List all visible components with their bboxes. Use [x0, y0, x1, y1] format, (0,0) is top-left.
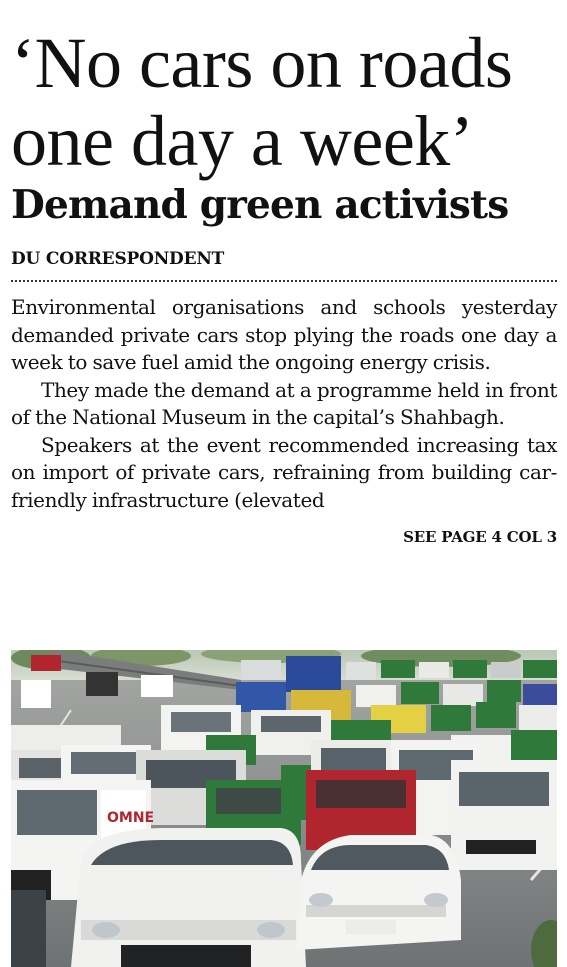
- paragraph-3: Speakers at the event recommended increasing tax on import of private cars, refraining from building car-friendly infrastructure (elevated: [11, 432, 557, 512]
- article-body: [11, 294, 557, 514]
- byline: DU CORRESPONDENT: [11, 249, 225, 269]
- dotted-divider: [11, 280, 557, 282]
- headline-line-2: one day a week’: [11, 101, 474, 181]
- white-car-front: [71, 828, 306, 967]
- paragraph-2: They made the demand at a programme held in front of the National Museum in the capital’s Shahbagh.: [11, 377, 557, 429]
- subheadline: Demand green activists: [11, 182, 509, 228]
- traffic-jam-photo: [11, 650, 557, 967]
- headline-line-1: ‘No cars on roads: [11, 23, 513, 103]
- continued-on-link[interactable]: SEE PAGE 4 COL 3: [403, 528, 557, 546]
- bus-sign-text: OMNE: [107, 810, 155, 826]
- paragraph-1: Environmental organisations and schools yesterday demanded private cars stop plying the roads one day a week to save fuel amid the ongoing energy crisis.: [11, 295, 557, 374]
- article: [11, 0, 557, 546]
- headline: [11, 24, 557, 180]
